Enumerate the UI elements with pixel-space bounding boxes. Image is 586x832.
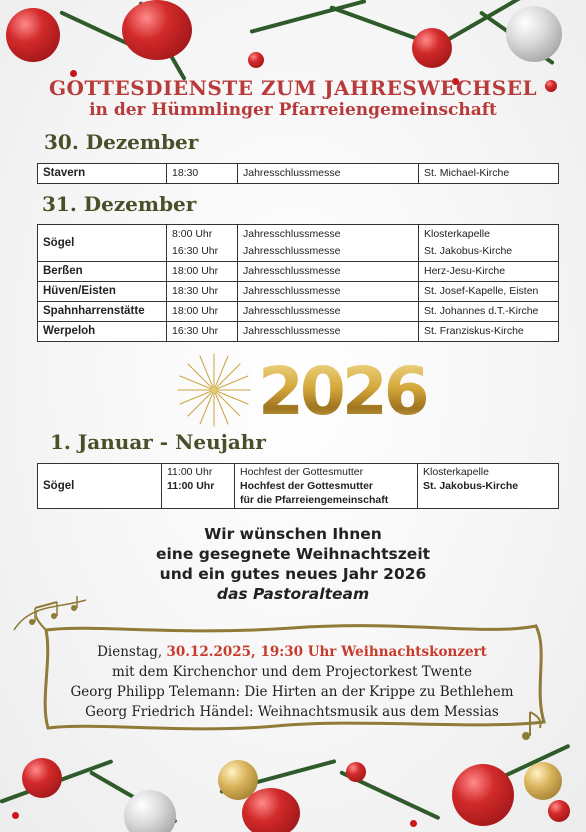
time-cell: 18:30 Uhr — [167, 282, 238, 302]
red-ornament-icon — [248, 52, 264, 68]
schedule-table-dec30 — [37, 163, 559, 184]
time-cell: 18:30 — [167, 164, 238, 184]
red-ornament-icon — [6, 8, 60, 62]
place-cell: Stavern — [38, 164, 167, 184]
service-cell: Jahresschlussmesse — [238, 262, 419, 282]
time-line: 8:00 Uhr — [172, 228, 213, 240]
firework-icon — [176, 352, 252, 428]
service-line: Jahresschlussmesse — [243, 245, 341, 257]
location-line: St. Jakobus-Kirche — [423, 480, 519, 492]
day-heading-dec30: 30. Dezember — [44, 130, 199, 154]
time-cell — [162, 464, 235, 509]
time-cell: 18:00 Uhr — [167, 262, 238, 282]
concert-line-4: Georg Friedrich Händel: Weihnachtsmusik aus dem Messias — [85, 704, 499, 720]
place-cell: Sögel — [38, 464, 162, 509]
service-cell — [238, 225, 419, 262]
service-cell: Jahresschlussmesse — [238, 322, 419, 342]
silver-ornament-icon — [506, 6, 562, 62]
service-cell: Jahresschlussmesse — [238, 282, 419, 302]
page-subtitle: in der Hümmlinger Pfarreiengemeinschaft — [89, 100, 497, 120]
time-line: 11:00 Uhr — [167, 466, 213, 478]
place-cell: Hüven/Eisten — [38, 282, 167, 302]
concert-line-1 — [36, 642, 548, 662]
page-title: GOTTESDIENSTE ZUM JAHRESWECHSEL — [48, 76, 538, 100]
wish-line-3: und ein gutes neues Jahr 2026 — [159, 565, 427, 583]
schedule-table-dec31 — [37, 224, 559, 342]
red-ornament-icon — [122, 0, 192, 60]
table-row — [38, 164, 559, 184]
place-cell: Berßen — [38, 262, 167, 282]
silver-ornament-icon — [124, 790, 176, 832]
red-ornament-icon — [346, 762, 366, 782]
time-cell: 18:00 Uhr — [167, 302, 238, 322]
location-cell: St. Franziskus-Kirche — [419, 322, 559, 342]
music-notes-icon — [10, 594, 90, 638]
location-cell: St. Johannes d.T.-Kirche — [419, 302, 559, 322]
table-row — [38, 225, 559, 262]
table-row — [38, 282, 559, 302]
gold-ornament-icon — [524, 762, 562, 800]
wish-line-1: Wir wünschen Ihnen — [204, 525, 382, 543]
service-cell: Jahresschlussmesse — [238, 164, 419, 184]
time-cell: 16:30 Uhr — [167, 322, 238, 342]
table-row — [38, 464, 559, 509]
service-line: für die Pfarreiengemeinschaft — [240, 494, 389, 506]
concert-line-3: Georg Philipp Telemann: Die Hirten an der Krippe zu Bethlehem — [70, 684, 514, 700]
day-heading-dec31: 31. Dezember — [42, 192, 197, 216]
table-row — [38, 322, 559, 342]
red-ornament-icon — [22, 758, 62, 798]
place-cell: Werpeloh — [38, 322, 167, 342]
red-ornament-icon — [452, 764, 514, 826]
time-cell — [167, 225, 238, 262]
wish-line-2: eine gesegnete Weihnachtszeit — [155, 545, 431, 563]
place-cell: Sögel — [38, 225, 167, 262]
time-line: 11:00 Uhr — [167, 480, 215, 492]
concert-date-time: 30.12.2025, 19:30 Uhr Weihnachtskonzert — [166, 644, 487, 660]
concert-day: Dienstag, — [97, 644, 167, 660]
service-line: Hochfest der Gottesmutter — [240, 466, 364, 478]
time-line: 16:30 Uhr — [172, 245, 219, 257]
location-cell — [418, 464, 559, 509]
location-cell: St. Michael-Kirche — [419, 164, 559, 184]
service-line: Jahresschlussmesse — [243, 228, 341, 240]
location-line: Klosterkapelle — [423, 466, 489, 478]
location-line: Klosterkapelle — [424, 228, 490, 240]
table-row — [38, 302, 559, 322]
schedule-table-jan1 — [37, 463, 559, 509]
location-cell: Herz-Jesu-Kirche — [419, 262, 559, 282]
signature-text: das Pastoralteam — [216, 585, 370, 603]
service-cell: Jahresschlussmesse — [238, 302, 419, 322]
day-heading-jan1: 1. Januar - Neujahr — [50, 430, 266, 454]
service-cell — [235, 464, 418, 509]
location-cell — [419, 225, 559, 262]
service-line: Hochfest der Gottesmutter — [240, 480, 374, 492]
year-graphic: 2026 — [258, 353, 426, 430]
location-line: St. Jakobus-Kirche — [424, 245, 513, 257]
table-row — [38, 262, 559, 282]
location-cell: St. Josef-Kapelle, Eisten — [419, 282, 559, 302]
red-ornament-icon — [242, 788, 300, 832]
red-ornament-icon — [412, 28, 452, 68]
place-cell: Spahnharrenstätte — [38, 302, 167, 322]
concert-line-2: mit dem Kirchenchor und dem Projectorkest Twente — [112, 664, 472, 680]
